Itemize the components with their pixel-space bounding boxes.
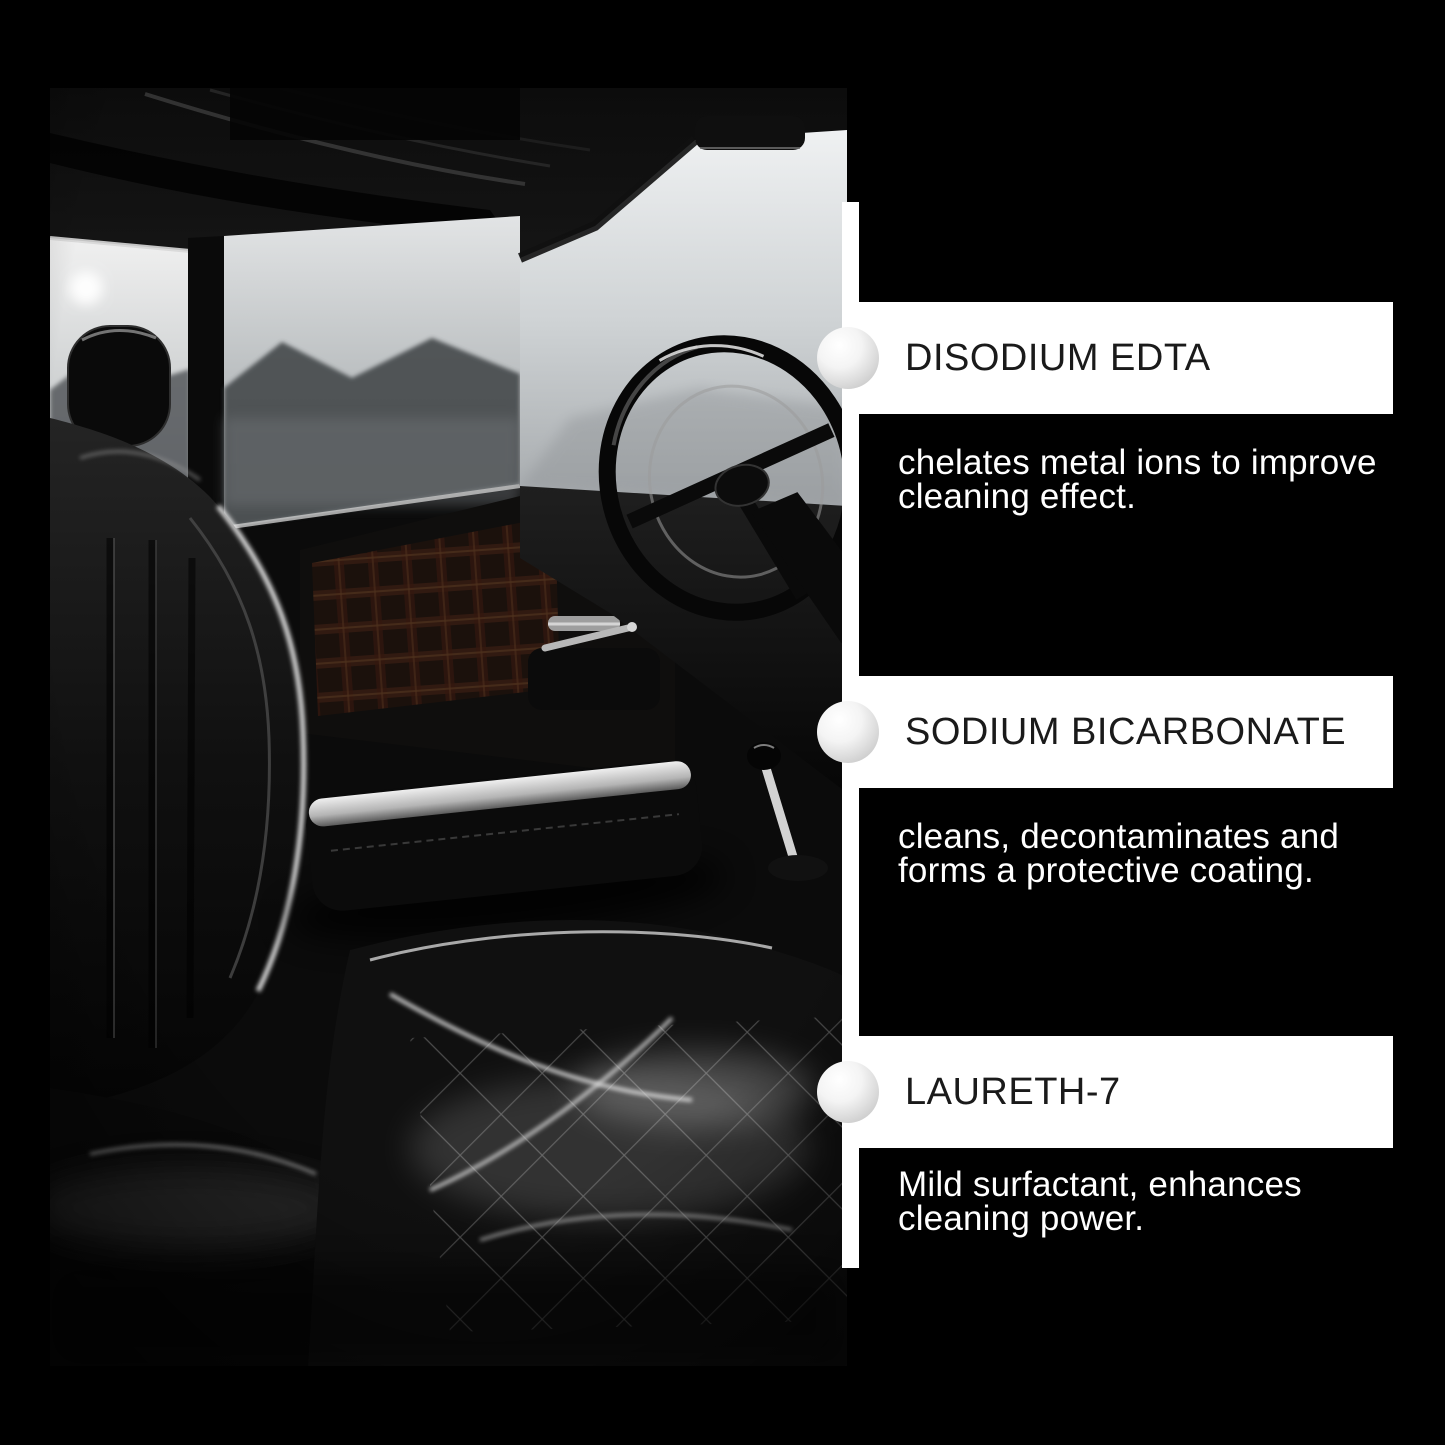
ingredient-name: DISODIUM EDTA	[905, 336, 1211, 379]
ingredient-name: SODIUM BICARBONATE	[905, 710, 1347, 753]
ingredient-description-laureth-7	[898, 1165, 1418, 1238]
ingredient-name: LAURETH-7	[905, 1070, 1121, 1113]
ingredient-bar-laureth-7	[859, 1036, 1393, 1148]
ingredient-bar-sodium-bicarbonate	[859, 676, 1393, 788]
description-line: forms a protective coating.	[898, 851, 1314, 890]
description-line: chelates metal ions to improve	[898, 443, 1377, 482]
bullet-sphere-icon	[817, 701, 879, 763]
car-interior-photo	[50, 88, 847, 1366]
vignette-overlay	[50, 88, 847, 1366]
description-line: cleans, decontaminates and	[898, 817, 1340, 856]
description-line: cleaning effect.	[898, 477, 1136, 516]
ingredient-bar-disodium-edta	[859, 302, 1393, 414]
bullet-sphere-icon	[817, 1061, 879, 1123]
ingredient-description-sodium-bicarbonate	[898, 817, 1418, 890]
ingredient-description-disodium-edta	[898, 443, 1418, 516]
description-line: cleaning power.	[898, 1199, 1145, 1238]
car-interior-illustration	[50, 88, 847, 1366]
bullet-sphere-icon	[817, 327, 879, 389]
description-line: Mild surfactant, enhances	[898, 1165, 1302, 1204]
